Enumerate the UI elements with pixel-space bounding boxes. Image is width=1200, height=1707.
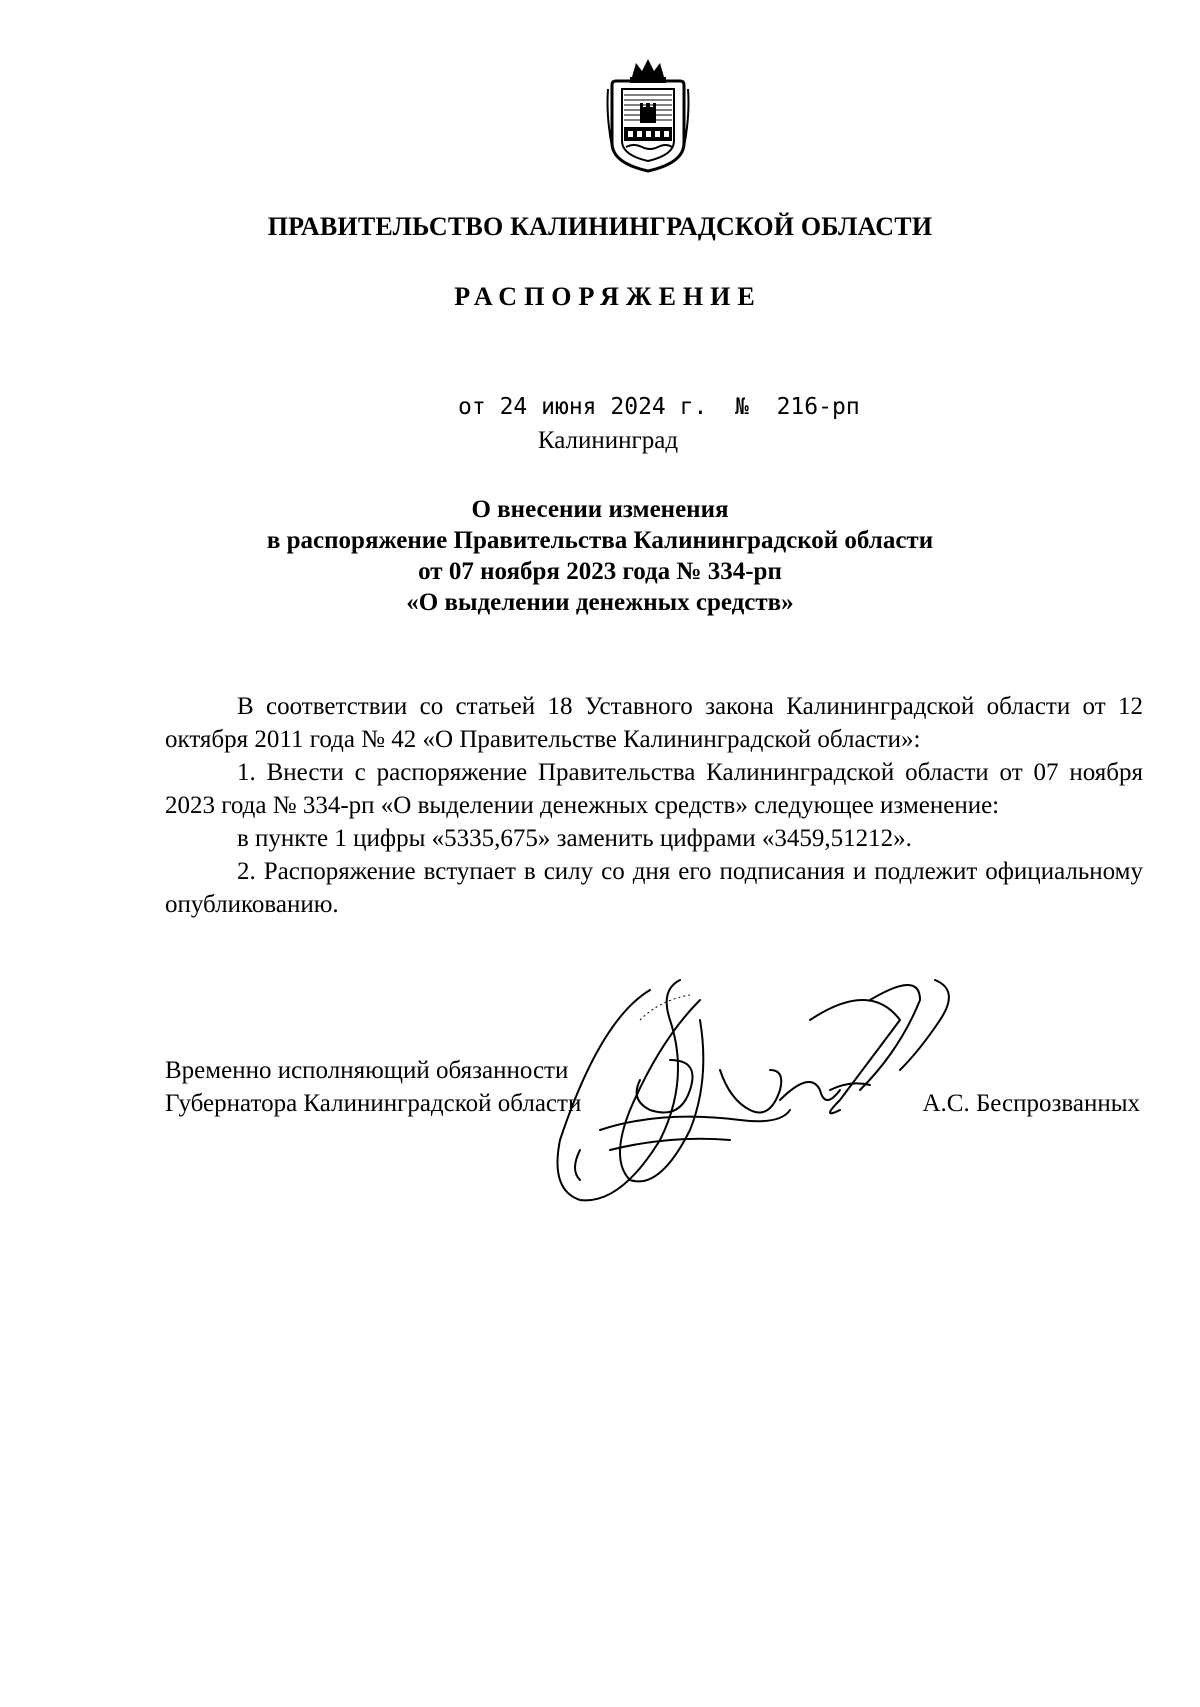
document-type: РАСПОРЯЖЕНИЕ <box>454 282 762 311</box>
number-sign: № <box>735 394 749 420</box>
document-subject <box>0 494 1200 618</box>
handwritten-signature <box>540 960 980 1220</box>
date-day: 24 <box>499 394 528 420</box>
signatory-name: А.С. Беспрозванных <box>922 1090 1140 1117</box>
body-paragraph: 2. Распоряжение вступает в силу со дня его подписания и подлежит официальному опубликованию. <box>165 858 1143 918</box>
government-name: ПРАВИТЕЛЬСТВО КАЛИНИНГРАДСКОЙ ОБЛАСТИ <box>267 212 933 241</box>
subject-line: «О выделении денежных средств» <box>406 589 794 616</box>
body-paragraph: в пункте 1 цифры «5335,675» заменить цифрами «3459,51212». <box>237 825 912 852</box>
position-line: Губернатора Калининградской области <box>165 1090 582 1117</box>
subject-line: в распоряжение Правительства Калининградской области <box>266 527 934 554</box>
date-prefix: от <box>458 394 486 420</box>
body-paragraph: 1. Внести с распоряжение Правительства Калининградской области от 07 ноября 2023 года № 334-рп «О выделении денежных средств» следующее изменение: <box>165 759 1143 819</box>
subject-line: О внесении изменения <box>471 496 729 523</box>
date-month: июня <box>541 394 597 420</box>
position-line: Временно исполняющий обязанности <box>165 1057 569 1084</box>
body-paragraph: В соответствии со статьей 18 Уставного закона Калининградской области от 12 октября 2011 года № 42 «О Правительстве Калининградской области»: <box>165 693 1143 753</box>
signatory-position <box>165 1054 581 1120</box>
document-body <box>165 690 1143 921</box>
document-number: 216-рп <box>776 394 860 420</box>
subject-line: от 07 ноября 2023 года № 334-рп <box>418 558 782 585</box>
date-year: 2024 г. <box>610 394 708 420</box>
date-number-line <box>458 394 860 420</box>
city: Калининград <box>537 427 679 454</box>
coat-of-arms-icon <box>604 55 692 175</box>
